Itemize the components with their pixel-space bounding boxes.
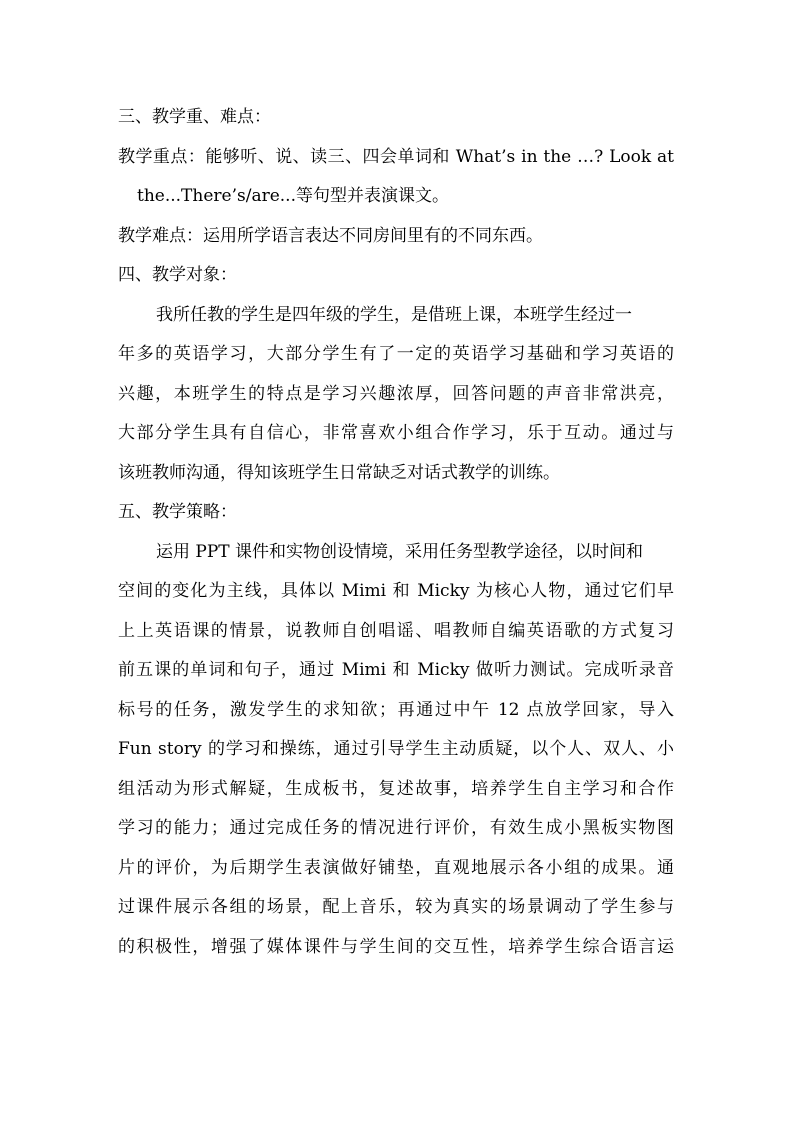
paragraph-line: 大部分学生具有自信心，非常喜欢小组合作学习，乐于互动。通过与 [118, 423, 674, 443]
section-heading-teaching-strategy: 五、教学策略： [118, 502, 237, 522]
paragraph-line: 运用 PPT 课件和实物创设情境，采用任务型教学途径，以时间和 [156, 541, 644, 562]
paragraph-line: 组活动为形式解疑，生成板书，复述故事，培养学生自主学习和合作 [118, 778, 674, 799]
paragraph-line: 我所任教的学生是四年级的学生，是借班上课，本班学生经过一 [156, 304, 632, 325]
paragraph-line: 该班教师沟通，得知该班学生日常缺乏对话式教学的训练。 [118, 462, 560, 483]
paragraph-line-key-point-continued: the...There’s/are...等句型并表演课文。 [137, 186, 449, 206]
paragraph-line: 的积极性，增强了媒体课件与学生间的交互性，培养学生综合语言运 [118, 936, 674, 957]
paragraph-line: 兴趣，本班学生的特点是学习兴趣浓厚，回答问题的声音非常洪亮， [118, 383, 674, 404]
paragraph-line: 年多的英语学习，大部分学生有了一定的英语学习基础和学习英语的 [118, 344, 674, 364]
paragraph-line: 空间的变化为主线，具体以 Mimi 和 Micky 为核心人物，通过它们早 [118, 581, 674, 601]
section-heading-teaching-objects: 四、教学对象： [118, 265, 237, 285]
document-body [118, 98, 674, 967]
paragraph-line: 片的评价，为后期学生表演做好铺垫，直观地展示各小组的成果。通 [118, 857, 674, 878]
paragraph-line: 前五课的单词和句子，通过 Mimi 和 Micky 做听力测试。完成听录音 [118, 660, 674, 680]
paragraph-line-key-point: 教学重点：能够听、说、读三、四会单词和 What’s in the …? Look at [118, 146, 674, 167]
paragraph-line: 标号的任务，激发学生的求知欲；再通过中午 12 点放学回家，导入 [118, 699, 674, 720]
paragraph-line: 学习的能力；通过完成任务的情况进行评价，有效生成小黑板实物图 [118, 818, 674, 838]
paragraph-line: 过课件展示各组的场景，配上音乐，较为真实的场景调动了学生参与 [118, 897, 674, 917]
section-heading-key-points: 三、教学重、难点： [118, 107, 271, 127]
paragraph-line: Fun story 的学习和操练，通过引导学生主动质疑，以个人、双人、小 [118, 739, 674, 759]
paragraph-line-difficult-point: 教学难点：运用所学语言表达不同房间里有的不同东西。 [118, 225, 543, 246]
paragraph-line: 上上英语课的情景，说教师自创唱谣、唱教师自编英语歌的方式复习 [118, 620, 674, 641]
